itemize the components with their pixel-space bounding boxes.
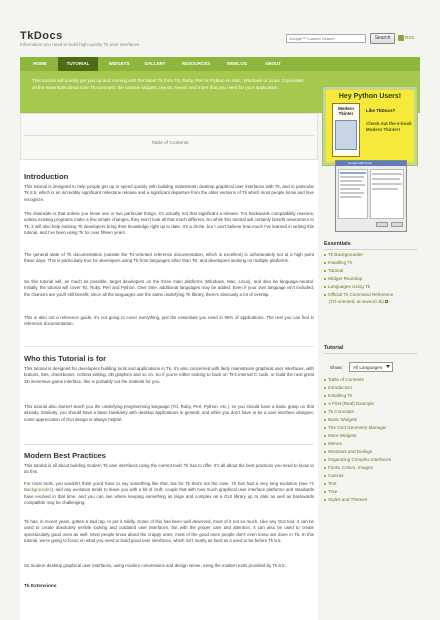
intro-paragraph-4: So this tutorial will, as much as possible, target developers on the three main platforms (Windows, Mac, Linux), and also be language-neutral. Initially, the tutorial will cover Tcl, Ruby, Perl and Python. Over time, additional languages may be added. Even if your own language isn't included, the chances are you'll still benefit; since all the languages use the same underlying Tk library, there's obviously a lot of overlap. [24,279,314,297]
screenshot-detail-row [372,188,398,190]
bullet-icon [324,491,326,493]
screenshot-button [376,222,388,227]
essentials-item-note[interactable] [329,299,425,306]
section-title-introduction: Introduction [24,172,69,181]
who-paragraph-1: This tutorial is designed for developers building tools and applications in Tk. It's also concerned with fairly mainstream graphical user interfaces, with buttons, lists, checkboxes, richtext editing, 2D graphics and so on. So if you're either looking to hack on Tk's internal C code, or build the next great 3D immersive game interface, this is probably not the material for you. [24,366,314,384]
nav-weblog[interactable]: WEBLOG [226,61,248,66]
rss-icon[interactable] [398,35,404,41]
tutorial-item[interactable] [324,425,420,432]
tutorial-item[interactable] [324,481,420,488]
bullet-icon [324,286,326,288]
tutorial-item[interactable] [324,377,420,384]
toc-divider [24,135,314,136]
bullet-icon [324,451,326,453]
tutorial-item[interactable] [324,385,420,392]
bullet-icon [324,475,326,477]
screenshot-row [340,176,364,178]
essentials-item-label[interactable]: Official Tk Command Reference [328,292,394,297]
nav-gallery[interactable]: GALLERY [144,61,166,66]
tutorial-item[interactable] [324,465,420,472]
screenshot-detail-panel [370,169,404,219]
screenshot-button [391,222,403,227]
tutorial-item-label[interactable]: Menus [328,441,342,446]
screenshot-row [340,184,365,186]
essentials-item-label[interactable]: Languages Using Tk [328,284,371,289]
tutorial-item-label[interactable]: More Widgets [328,433,357,438]
search-button[interactable]: Search [370,33,395,44]
bullet-icon [324,419,326,421]
nav-tutorial[interactable]: TUTORIAL [58,57,98,71]
bullet-icon [324,278,326,280]
modern-p2-text-b: ), and any evolution tends to leave you with a bit of cruft; couple that with how much graphical user interface platforms and standards have evolved in that time, and you can see where keeping something as large and complex as a GUI library up to date as well as backwards compatible may be challenging. [24,487,314,506]
site-title[interactable]: TkDocs [20,30,63,42]
bullet-icon [324,435,326,437]
essentials-item[interactable] [324,268,420,275]
section-title-extensions: Tk Extensions [24,584,57,589]
search-input[interactable] [286,34,366,43]
site-tagline: Information you need to build high-quality Tk user interfaces [20,42,140,47]
essentials-item[interactable] [324,276,420,283]
bullet-icon [324,294,326,296]
screenshot-detail-row [372,178,400,180]
tutorial-item[interactable] [324,473,420,480]
tutorial-item-label[interactable]: Tk Concepts [328,409,354,414]
bullet-icon [324,403,326,405]
modern-paragraph-4: So modern desktop graphical user interfaces, using modern conventions and design sense, using the modern tools provided by Tk 8.5. [24,563,286,568]
tutorial-item[interactable] [324,497,420,504]
bullet-icon [324,443,326,445]
hero-text: This tutorial will quickly get you up and running with the latest Tk from Tcl, Ruby, Perl or Python on Mac, Windows or Linux. It provides all the essentials about core Tk concepts, the various widgets, layout, events and more that you need for your application. [32,78,304,90]
chevron-down-icon[interactable] [386,365,390,368]
essentials-divider [324,249,418,250]
screenshot-row [340,192,364,194]
essentials-item-label[interactable]: Tk Backgrounder [328,252,363,257]
tutorial-item-label[interactable]: Windows and Dialogs [328,449,373,454]
essentials-note-label[interactable]: (Tcl-oriented; at www.tcl.tk) [329,299,384,304]
section-divider [24,444,314,445]
bullet-icon [324,379,326,381]
tutorial-item[interactable] [324,433,420,440]
bullet-icon [324,411,326,413]
tutorial-divider [324,353,418,354]
language-filter-label: Show: [330,365,343,370]
essentials-item-label[interactable]: Widget Roundup [328,276,363,281]
tutorial-item-label[interactable]: Introduction [328,385,353,390]
nav-widgets[interactable]: WIDGETS [108,61,130,66]
tutorial-item-label[interactable]: Text [328,481,337,486]
screenshot-detail-row [372,173,402,175]
modern-paragraph-3: Tk has, in recent years, gotten a bad rap, to put it mildly. Some of this has been well deserved, most of it not so much. Like any GUI tool, it can be used to create absolutely terrible looking and outdated user interfaces, but with the proper care and attention, it can also be used to create spectacularly good ones as well. Most people know about the crappy ones; most of the good ones people don't even know are done in Tk. In this tutorial, we're going to focus on what you need to build good user interfaces, which isn't nearly as hard as it used to be before Tk 8.5. [24,519,314,544]
main-nav [20,57,420,71]
screenshot-row [340,180,362,182]
book-cover-image [335,120,357,150]
tutorial-heading: Tutorial [324,345,344,351]
external-link-icon [385,300,388,303]
tutorial-item[interactable] [324,457,420,464]
tutorial-item-label[interactable]: Fonts, Colors, Images [328,465,373,470]
who-paragraph-2: This tutorial also doesn't teach you the underlying programming language (Tcl, Ruby, Perl, Python, etc.), so you should have a basic grasp on that already. Similarly, you should have a basic familiarity with desktop applications in general, and while you don't have to be a user interface designer, some appreciation of GUI design is always helpful. [24,404,314,422]
essentials-item-label[interactable]: Tutorial [328,268,344,273]
intro-paragraph-2: The downside is that unless you know one or two particular things, it's actually not that significant a release. For backwards compatibility reasons, unless existing programs make a few simple changes, they won't look all that much different. So while this tutorial will certainly benefit newcomers to Tk, it will also help existing Tk developers bring their knowledge right up to date. It's a cliche, but I can't believe how much I've learned in writing this tutorial, and I've been using Tk for over fifteen years. [24,211,314,236]
tutorial-item-label[interactable]: Organizing Complex Interfaces [328,457,392,462]
ad-title[interactable]: Hey Python Users! [338,93,402,100]
tutorial-item-label[interactable]: Canvas [328,473,344,478]
section-divider [24,346,314,347]
modern-paragraph-1: This tutorial is all about building modern Tk user interfaces using the current tools Tk has to offer. It's all about the best practices you need to know to do this. [24,463,314,475]
intro-paragraph-5: This is also not a reference guide, it's not going to cover everything, just the essentials you need in 95% of applications. The rest you can find in reference documentation. [24,315,314,327]
intro-paragraph-1: This tutorial is designed to help people get up to speed quickly with building mainstream desktop graphical user interfaces with Tk, and in particular Tk 8.5, which is an incredibly significant milestone release and a significant departure from the older versions of Tk which most people know and love recognize. [24,184,314,202]
tutorial-item-label[interactable]: Basic Widgets [328,417,358,422]
tutorial-item-label[interactable]: A First (Real) Example [328,401,374,406]
tutorial-item[interactable] [324,441,420,448]
ad-line-1[interactable]: Like TkDocs? [366,108,396,113]
ad-line-2[interactable]: Check out the e-book Modern Tkinter! [366,121,412,133]
tutorial-item[interactable] [324,401,420,408]
section-title-modern: Modern Best Practices [24,451,106,460]
essentials-heading: Essentials [324,241,351,247]
toc-link[interactable]: Table of Contents [151,141,189,146]
screenshot-title: Google Mail Tools [348,161,372,165]
bullet-icon [324,467,326,469]
nav-resources[interactable]: RESOURCES [181,61,211,66]
tutorial-item[interactable] [324,489,420,496]
site-header [0,0,440,52]
tutorial-item[interactable] [324,409,420,416]
tutorial-item-label[interactable]: Table of Contents [328,377,364,382]
intro-paragraph-3: The general state of Tk documentation (outside the Tcl-oriented reference documentation, which is excellent) is unfortunately not at a high point these days. This is particularly true for developers using Tk from languages other than Tcl, and developers working on multiple platforms. [24,252,314,264]
modern-paragraph-2 [24,481,314,507]
screenshot-detail-row [372,183,402,185]
rss-label[interactable]: RSS [405,35,415,40]
screenshot-selected-row [340,172,366,174]
book-cover-title: Modern Tkinter [338,106,354,116]
tutorial-item-label[interactable]: Styles and Themes [328,497,368,502]
essentials-item[interactable] [324,284,420,291]
bullet-icon [324,499,326,501]
bullet-icon [324,459,326,461]
bullet-icon [324,483,326,485]
section-title-who: Who this Tutorial is for [24,354,107,363]
toc-bar [20,113,318,160]
bullet-icon [324,262,326,264]
screenshot-row [340,196,361,198]
tk-backgrounder-link[interactable]: Tk Backgrounder [24,481,314,493]
tutorial-item-label[interactable]: Installing Tk [328,393,353,398]
tutorial-item[interactable] [324,449,420,456]
bullet-icon [324,427,326,429]
tutorial-item-label[interactable]: The Grid Geometry Manager [328,425,387,430]
essentials-item-label[interactable]: Installing Tk [328,260,353,265]
bullet-icon [324,270,326,272]
nav-about[interactable]: ABOUT [265,61,281,66]
bullet-icon [324,395,326,397]
bullet-icon [324,387,326,389]
screenshot-row [340,188,360,190]
essentials-item[interactable] [324,252,420,259]
tutorial-item[interactable] [324,417,420,424]
tutorial-item[interactable] [324,393,420,400]
tutorial-item-label[interactable]: Tree [328,489,338,494]
language-select[interactable]: All Languages [349,362,393,372]
essentials-item[interactable] [324,260,420,267]
modern-p2-text-a: For most tools, you wouldn't think you'd have to say something like that, but for Tk that's not the case. Tk has had a very long evolution (see [24,481,310,486]
bullet-icon [324,254,326,256]
nav-home[interactable]: HOME [33,61,47,66]
